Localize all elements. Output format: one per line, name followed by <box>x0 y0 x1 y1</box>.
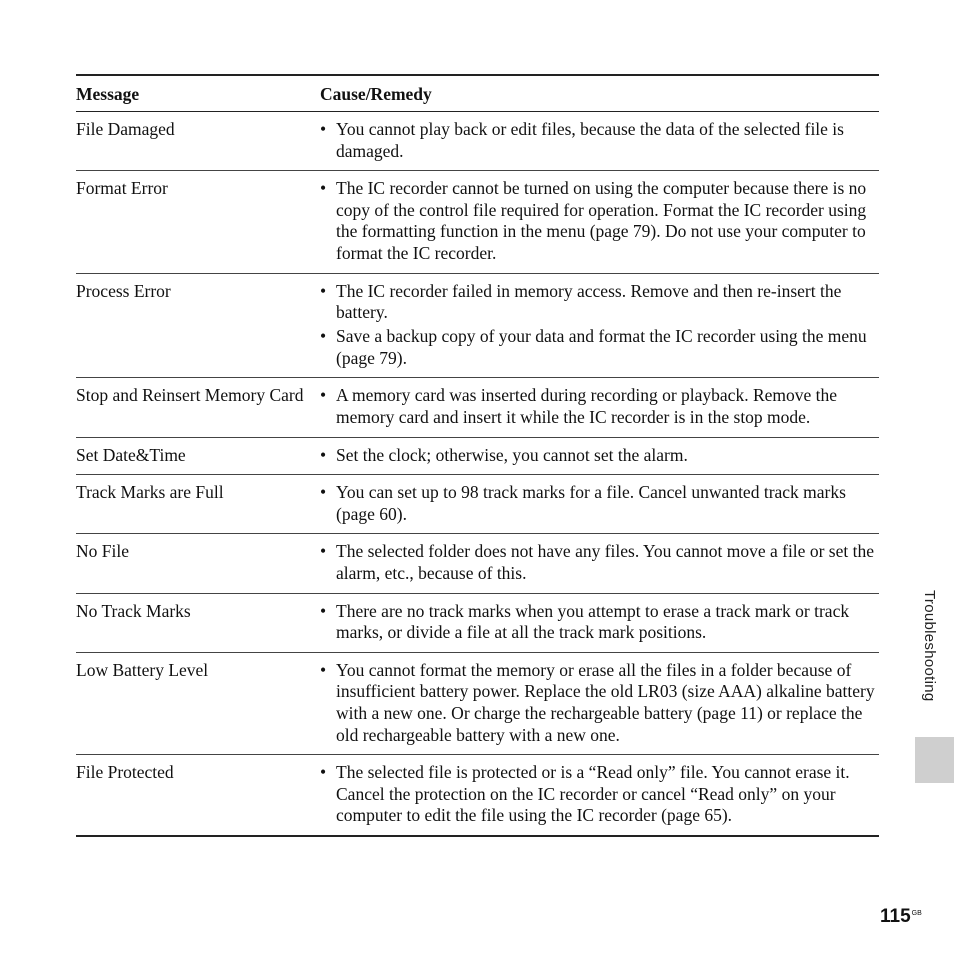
cause-list <box>320 475 879 533</box>
message-cell: No File <box>76 541 129 562</box>
table-row <box>76 438 879 476</box>
cause-list <box>320 112 879 170</box>
cause-item: • There are no track marks when you attempt to erase a track mark or track marks, or divide a file at all the track mark positions. <box>320 601 879 644</box>
cause-list <box>320 594 879 652</box>
message-cell: File Protected <box>76 762 174 783</box>
table-row <box>76 274 879 379</box>
cause-item: • The selected folder does not have any files. You cannot move a file or set the alarm, etc., because of this. <box>320 541 879 584</box>
header-cause-remedy: Cause/Remedy <box>320 84 432 104</box>
troubleshooting-table <box>76 74 879 837</box>
cause-list <box>320 378 879 436</box>
table-row <box>76 378 879 437</box>
table-row <box>76 171 879 273</box>
cause-list <box>320 653 879 754</box>
cause-item: • Save a backup copy of your data and format the IC recorder using the menu (page 79). <box>320 326 879 369</box>
cause-item: • You cannot play back or edit files, because the data of the selected file is damaged. <box>320 119 879 162</box>
table-header <box>76 76 879 112</box>
message-cell: Format Error <box>76 178 168 199</box>
cause-list <box>320 755 879 835</box>
section-side-tab <box>915 590 953 740</box>
cause-item: • The IC recorder cannot be turned on using the computer because there is no copy of the control file required for operation. Format the IC recorder using the formatting function in the menu (page 79). Do not use your computer to format the IC recorder. <box>320 178 879 264</box>
table-row <box>76 653 879 755</box>
cause-list <box>320 534 879 592</box>
table-row <box>76 534 879 593</box>
cause-item: • The IC recorder failed in memory access. Remove and then re-insert the battery. <box>320 281 879 324</box>
table-row <box>76 594 879 653</box>
message-cell: Stop and Reinsert Memory Card <box>76 385 304 406</box>
cause-item: • You can set up to 98 track marks for a file. Cancel unwanted track marks (page 60). <box>320 482 879 525</box>
cause-item: • The selected file is protected or is a “Read only” file. You cannot erase it. Cancel the protection on the IC recorder or cancel “Read only” on your computer to edit the file using the IC recorder (page 65). <box>320 762 879 827</box>
cause-list <box>320 274 879 378</box>
cause-item: • You cannot format the memory or erase all the files in a folder because of insufficient battery power. Replace the old LR03 (size AAA) alkaline battery with a new one. Or charge the rechargeable battery (page 11) or replace the old rechargeable battery with a new one. <box>320 660 879 746</box>
message-cell: Set Date&Time <box>76 444 186 465</box>
message-cell: Process Error <box>76 280 171 301</box>
table-row <box>76 475 879 534</box>
table-row <box>76 112 879 171</box>
message-cell: Low Battery Level <box>76 659 209 680</box>
cause-item: • Set the clock; otherwise, you cannot set the alarm. <box>320 445 879 467</box>
page-number <box>880 906 922 928</box>
message-cell: File Damaged <box>76 119 175 139</box>
table-row <box>76 755 879 835</box>
cause-list <box>320 171 879 272</box>
message-cell: Track Marks are Full <box>76 482 224 503</box>
page-number-value: 115 <box>880 906 911 927</box>
cause-list <box>320 438 879 475</box>
message-cell: No Track Marks <box>76 600 191 621</box>
section-tab-marker <box>915 737 954 783</box>
cause-item: • A memory card was inserted during recording or playback. Remove the memory card and insert it while the IC recorder is in the stop mode. <box>320 385 879 428</box>
header-message: Message <box>76 84 140 104</box>
section-label: Troubleshooting <box>921 590 938 702</box>
page-number-suffix: GB <box>911 909 922 917</box>
